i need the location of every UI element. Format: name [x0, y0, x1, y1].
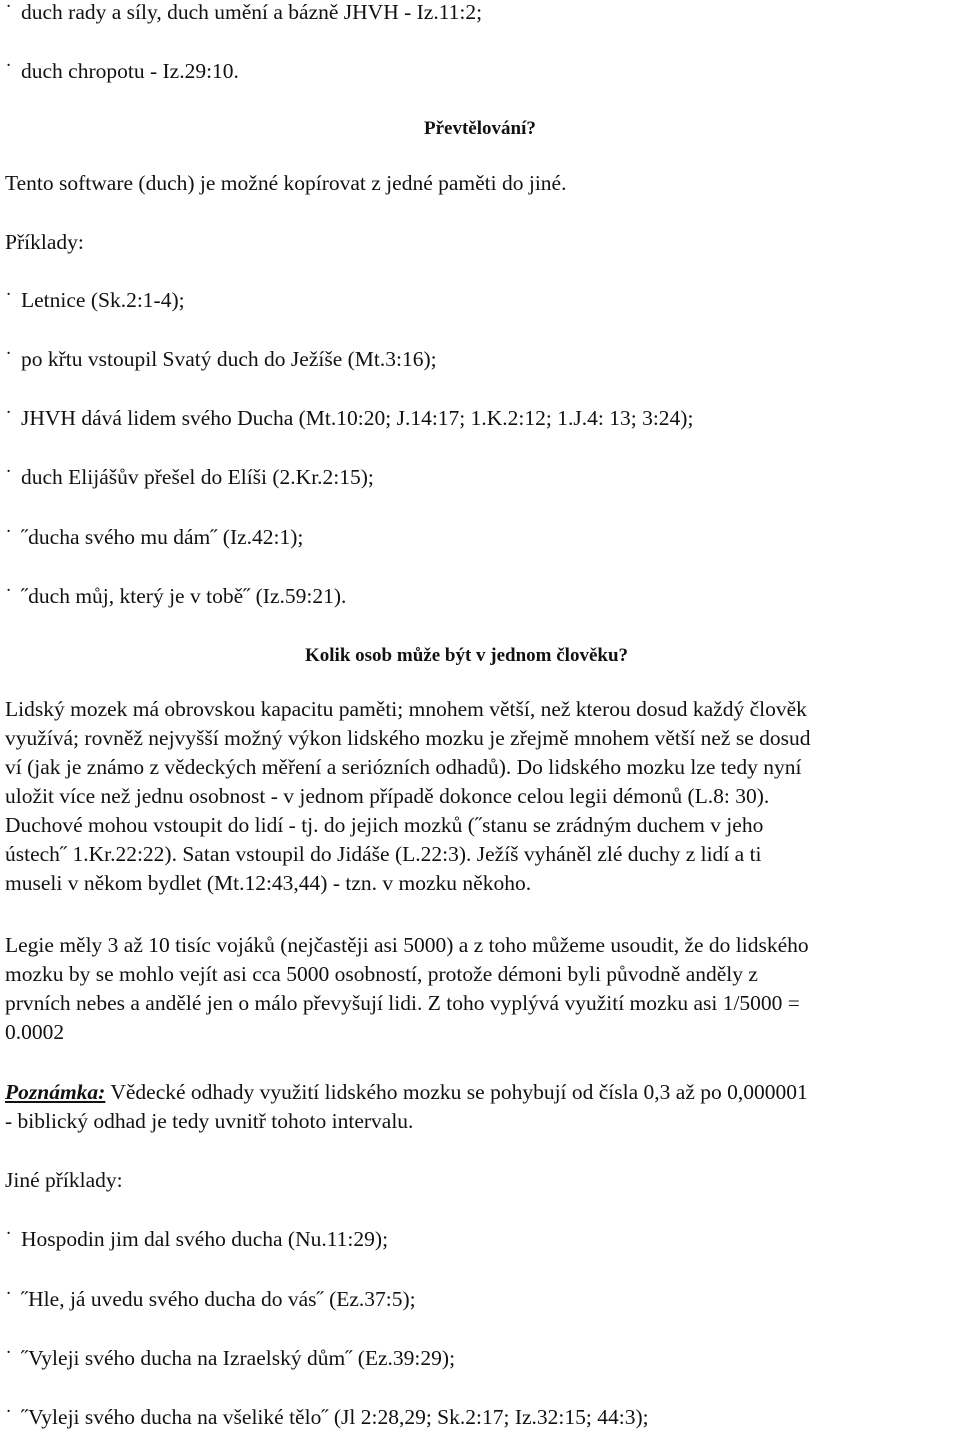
- paragraph-line: museli v někom bydlet (Mt.12:43,44) - tzn. v mozku někoho.: [5, 871, 532, 895]
- other-example-text: Hospodin jim dal svého ducha (Nu.11:29);: [21, 1227, 389, 1251]
- other-example-item: [5, 1229, 388, 1251]
- paragraph-line: Legie měly 3 až 10 tisíc vojáků (nejčastěji asi 5000) a z toho můžeme usoudit, že do lidského: [5, 933, 809, 957]
- bullet-marker: ˙: [5, 1287, 13, 1311]
- example-item: [5, 290, 185, 312]
- bullet-marker: ˙: [5, 1405, 13, 1429]
- other-example-item: [5, 1348, 455, 1370]
- bullet-marker: ˙: [5, 1346, 13, 1370]
- bullet-marker: ˙: [5, 347, 13, 371]
- other-example-text: ˝Hle, já uvedu svého ducha do vás˝ (Ez.37:5);: [21, 1287, 416, 1311]
- example-text: ˝ducha svého mu dám˝ (Iz.42:1);: [21, 525, 304, 549]
- paragraph-line: mozku by se mohlo vejít asi cca 5000 osobností, protože démoni byli původně anděly z: [5, 962, 758, 986]
- bullet-marker: ˙: [5, 584, 13, 608]
- example-text: ˝duch můj, který je v tobě˝ (Iz.59:21).: [21, 584, 347, 608]
- bullet-marker: ˙: [5, 1227, 13, 1251]
- paragraph-line: Duchové mohou vstoupit do lidí - tj. do jejich mozků (˝stanu se zrádným duchem v jeho: [5, 813, 764, 837]
- bullet-marker: ˙: [5, 0, 13, 24]
- example-text: duch Elijášův přešel do Elíši (2.Kr.2:15);: [21, 465, 374, 489]
- bullet-marker: ˙: [5, 465, 13, 489]
- example-item: [5, 349, 437, 371]
- note-text: Vědecké odhady využití lidského mozku se pohybují od čísla 0,3 až po 0,000001: [105, 1080, 808, 1104]
- paragraph-line: ústech˝ 1.Kr.22:22). Satan vstoupil do Jidáše (L.22:3). Ježíš vyháněl zlé duchy z lidí a ti: [5, 842, 762, 866]
- example-item: [5, 586, 346, 608]
- example-text: Letnice (Sk.2:1-4);: [21, 288, 185, 312]
- bullet-marker: ˙: [5, 288, 13, 312]
- paragraph-line: prvních nebes a andělé jen o málo převyšují lidi. Z toho vyplývá využití mozku asi 1/5000 =: [5, 991, 800, 1015]
- note-line: - biblický odhad je tedy uvnitř tohoto intervalu.: [5, 1109, 414, 1133]
- bullet-text: duch rady a síly, duch umění a bázně JHVH - Iz.11:2;: [21, 0, 483, 24]
- bullet-item: [5, 61, 239, 83]
- paragraph-line: ví (jak je známo z vědeckých měření a seriózních odhadů). Do lidského mozku lze tedy nyní: [5, 755, 802, 779]
- paragraph-line: 0.0002: [5, 1020, 65, 1044]
- bullet-marker: ˙: [5, 525, 13, 549]
- section-heading-reincarnation: Převtělování?: [424, 118, 536, 139]
- paragraph-legions: [5, 931, 960, 1047]
- bullet-marker: ˙: [5, 59, 13, 83]
- paragraph-note: [5, 1078, 960, 1136]
- other-examples-label: Jiné příklady:: [5, 1168, 123, 1192]
- examples-label: Příklady:: [5, 230, 84, 254]
- example-text: JHVH dává lidem svého Ducha (Mt.10:20; J.14:17; 1.K.2:12; 1.J.4: 13; 3:24);: [21, 406, 694, 430]
- bullet-item: [5, 2, 482, 24]
- paragraph-line: uložit více než jednu osobnost - v jednom případě dokonce celou legii démonů (L.8: 30).: [5, 784, 770, 808]
- paragraph-brain-capacity: [5, 695, 960, 898]
- other-example-text: ˝Vyleji svého ducha na všeliké tělo˝ (Jl 2:28,29; Sk.2:17; Iz.32:15; 44:3);: [21, 1405, 649, 1429]
- bullet-text: duch chropotu - Iz.29:10.: [21, 59, 239, 83]
- note-line: [5, 1078, 960, 1107]
- other-example-item: [5, 1407, 649, 1429]
- intro-text: Tento software (duch) je možné kopírovat z jedné paměti do jiné.: [5, 171, 567, 195]
- other-example-text: ˝Vyleji svého ducha na Izraelský dům˝ (Ez.39:29);: [21, 1346, 456, 1370]
- example-text: po křtu vstoupil Svatý duch do Ježíše (Mt.3:16);: [21, 347, 437, 371]
- paragraph-line: Lidský mozek má obrovskou kapacitu paměti; mnohem větší, než kterou dosud každý člověk: [5, 697, 807, 721]
- example-item: [5, 527, 303, 549]
- section-heading-persons: Kolik osob může být v jednom člověku?: [305, 645, 629, 666]
- example-item: [5, 467, 374, 489]
- other-example-item: [5, 1289, 416, 1311]
- paragraph-line: využívá; rovněž nejvyšší možný výkon lidského mozku je zřejmě mnohem větší než se dosud: [5, 726, 811, 750]
- example-item: [5, 408, 693, 430]
- bullet-marker: ˙: [5, 406, 13, 430]
- note-label: Poznámka:: [5, 1080, 106, 1104]
